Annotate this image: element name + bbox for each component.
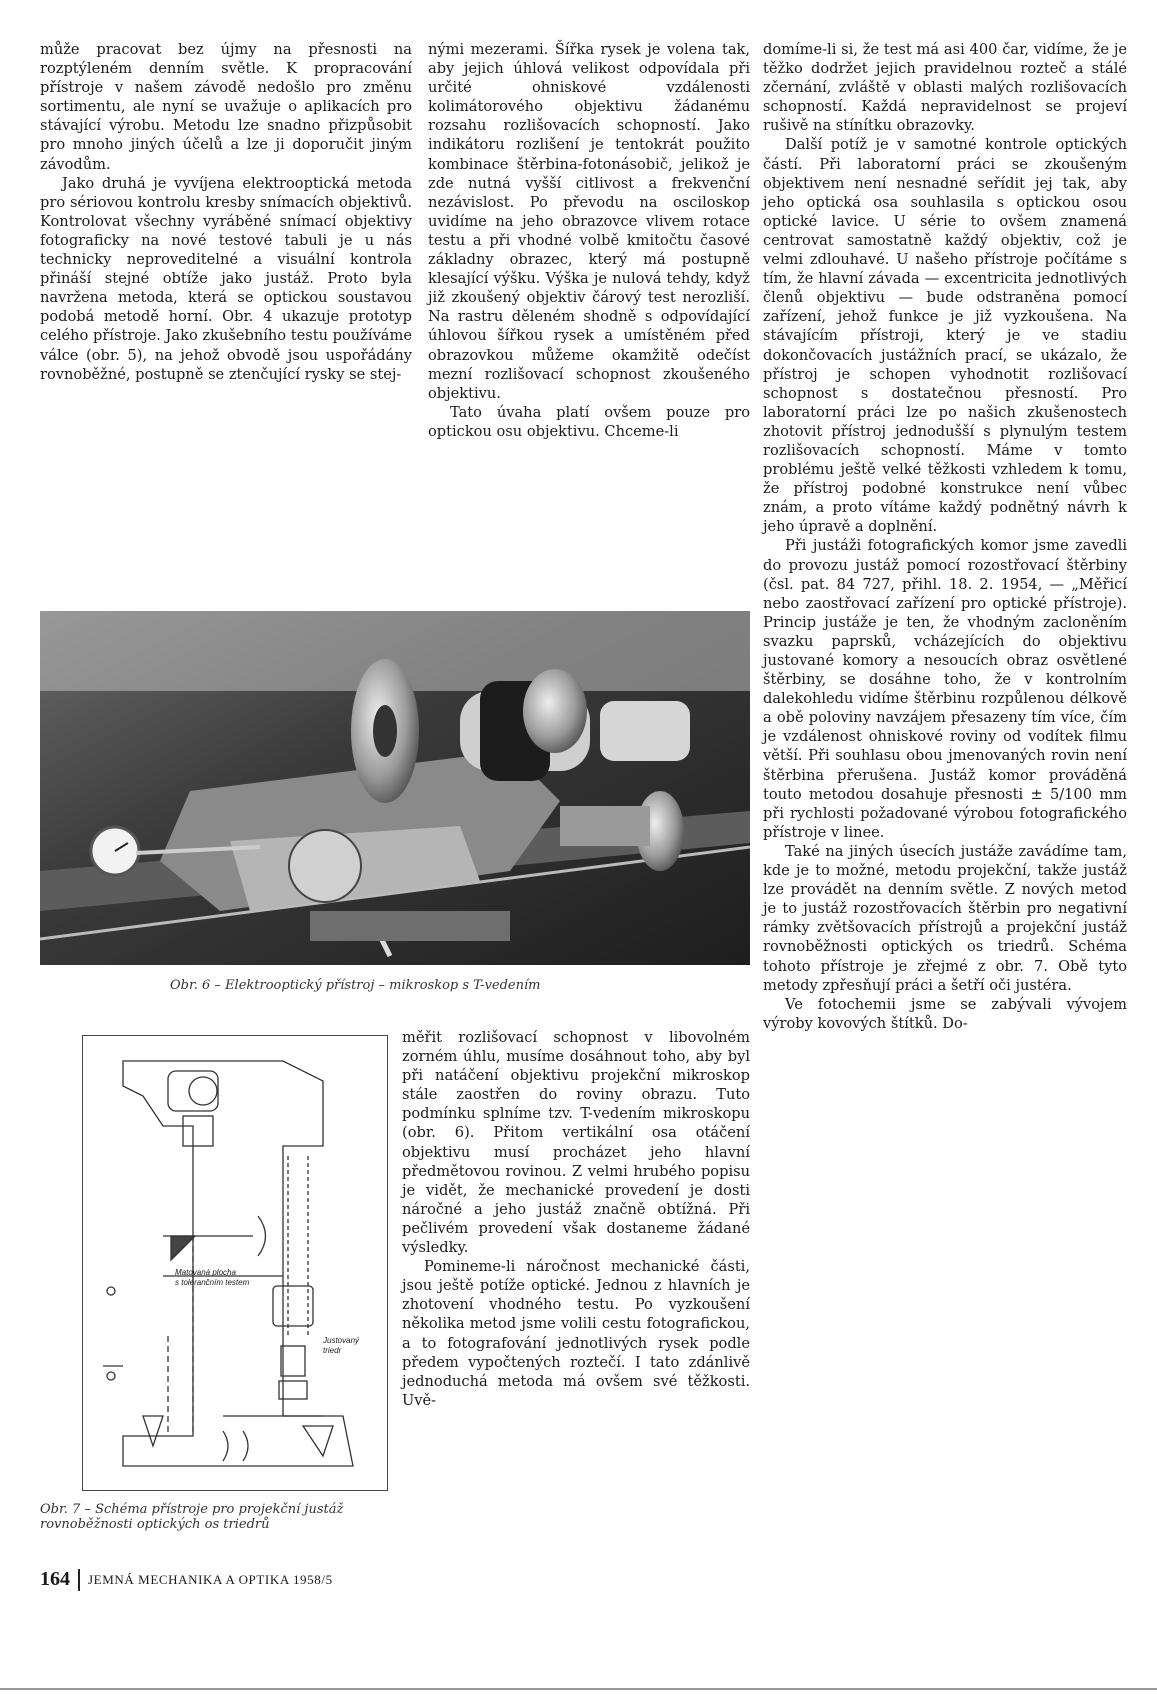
schema-label-testem: s tolerančním testem [175, 1278, 250, 1287]
paragraph: měřit rozlišovací schopnost v libovolném zorném úhlu, musíme dosáhnout toho, aby byl při natáčení objektivu projekční mikroskop stále zaostřen do roviny obrazu. Tuto podmínku splníme tzv. T-vedením mikroskopu (obr. 6). Přitom vertikální osa otáčení objektivu musí procházet jeho hlavní předmětovou rovinou. Z velmi hrubého popisu je vidět, že mechanické provedení je dosti náročné a jeho justáž značně obtížná. Při pečlivém provedení však dostaneme žádané výsledky. [402, 1029, 750, 1257]
paragraph: Ve fotochemii jsme se zabývali vývojem výroby kovových štítků. Do- [763, 995, 1127, 1032]
text-column-2-lower [402, 1028, 750, 1410]
text-column-3 [763, 40, 1127, 1033]
page-number: 164 [40, 1568, 70, 1590]
paragraph: Při justáži fotografických komor jsme zavedli do provozu justáž pomocí rozostřovací štěrbiny (čsl. pat. 84 727, přihl. 18. 2. 1954, — „Měřicí nebo zaostřovací zařízení pro optické přístroje). Princip justáže je ten, že vhodným zacloněním svazku paprsků, vcházejících do objektivu justované komory a nesoucích obraz osvětlené štěrbiny, se dosáhne toho, že v kontrolním dalekohledu vidíme štěrbinu rozpůlenou délkově a obě poloviny navzájem přesazeny tím více, čím je vzdálenost ohniskové roviny od vodítek filmu větší. Při souhlasu obou jmenovaných rovin není štěrbina přerušena. Justáž komor prováděná touto metodou dosahuje přesnosti ± 5/100 mm při rychlosti požadované výrobou fotografického přístroje v linee. [763, 537, 1127, 841]
text-column-2 [428, 40, 750, 441]
figure-6-caption: Obr. 6 – Elektrooptický přístroj – mikroskop s T-vedením [170, 978, 541, 993]
paragraph: Další potíž je v samotné kontrole optických částí. Při laboratorní práci se zkoušeným objektivem není nesnadné seřídit jej tak, aby jeho optická osa souhlasila s optickou osou optické lavice. U série to ovšem znamená centrovat samostatně každý objektiv, což je velmi zdlouhavé. U našeho přístroje počítáme s tím, že hlavní závada — excentricita jednotlivých členů objektivu — bude odstraněna pomocí zařízení, jehož funkce je již vyzkoušena. Na stávajícím přístroji, který je ve stadiu dokončovacích justážních prací, se ukázalo, že přístroj je schopen vyhodnotit rozlišovací schopnost s dostatečnou přesností. Pro laboratorní práci lze po našich zkušenostech zhotovit přístroj jednodušší s plynulým testem rozlišovacích schopností. Máme v tomto problému ještě velké těžkosti vzhledem k tomu, že přístroj podobné konstrukce není vůbec znám, a proto vítáme každý podnětný návrh k jeho úpravě a doplnění. [763, 136, 1127, 536]
paragraph: může pracovat bez újmy na přesnosti na rozptýleném denním světle. K propracování přístroje v našem závodě nedošlo pro změnu sortimentu, ale nyní se uvažuje o aplikacích pro stávající výrobu. Metodu lze snadno přizpůsobit pro mnoho jiných účelů a lze ji doporučit jiným závodům. [40, 41, 412, 173]
figure-6-photo [40, 611, 750, 965]
paragraph: Také na jiných úsecích justáže zavádíme tam, kde je to možné, metodu projekční, takže justáž lze provádět na denním světle. Z nových metod je to justáž rozostřovacích štěrbin pro negativní rámky zvětšovacích přístrojů a projekční justáž rovnoběžnosti optických os triedrů. Schéma tohoto přístroje je zřejmé z obr. 7. Obě tyto metody zpřesňují práci a šetří oči justéra. [763, 842, 1127, 994]
schema-label-justovany: Justovaný [323, 1336, 360, 1345]
schema-label-triedr: triedr [323, 1346, 342, 1355]
paragraph: nými mezerami. Šířka rysek je volena tak, aby jejich úhlová velikost odpovídala při určité ohniskové vzdálenosti kolimátorového objektivu žádanému rozsahu rozlišovacích schopností. Jako indikátoru rozlišení je tentokrát použito kombinace štěrbina-fotonásobič, jelikož je zde nutná vyšší citlivost a frekvenční nezávislost. Po převodu na osciloskop uvidíme na jeho obrazovce vlivem rotace testu a při vhodné volbě kmitočtu časové základny obrazec, který má postupně klesající výšku. Výška je nulová tehdy, když již zkoušený objektiv čárový test nerozliší. Na rastru děleném shodně s odpovídající úhlovou šířkou rysek a umístěném před obrazovkou můžeme okamžitě odečíst mezní rozlišovací schopnost zkoušeného objektivu. [428, 41, 750, 402]
figure-7-caption: Obr. 7 – Schéma přístroje pro projekční justáž rovnoběžnosti optických os triedrů [40, 1502, 344, 1532]
schema-label-matovana: Matovaná plocha [175, 1268, 236, 1277]
page-bottom-edge [0, 1688, 1157, 1690]
paragraph: Jako druhá je vyvíjena elektrooptická metoda pro sériovou kontrolu kresby snímacích objektivů. Kontrolovat všechny vyráběné snímací objektivy fotograficky na nové testové tabuli je u nás technicky neproveditelné a visuální kontrola přináší stejné obtíže jako justáž. Proto byla navržena metoda, která se optickou soustavou podobá metodě horní. Obr. 4 ukazuje prototyp celého přístroje. Jako zkušebního testu používáme válce (obr. 5), na jehož obvodě jsou uspořádány rovnoběžné, postupně se ztenčující rysky se stej- [40, 174, 412, 383]
page-footer [40, 1568, 333, 1591]
text-column-1 [40, 40, 412, 384]
paragraph: Tato úvaha platí ovšem pouze pro optickou osu objektivu. Chceme-li [428, 403, 750, 440]
footer-divider [78, 1569, 80, 1591]
journal-title: JEMNÁ MECHANIKA A OPTIKA 1958/5 [88, 1571, 333, 1587]
figure-7-schema [82, 1035, 388, 1491]
paragraph: domíme-li si, že test má asi 400 čar, vidíme, že je těžko dodržet jejich pravidelnou rozteč a stálé zčernání, zvláště v oblasti malých rozlišovacích schopností. Každá nepravidelnost se projeví rušivě na stínítku obrazovky. [763, 41, 1127, 135]
paragraph: Pomineme-li náročnost mechanické části, jsou ještě potíže optické. Jednou z hlavních je zhotovení vhodného testu. Po vyzkoušení několika metod jsme volili cestu fotografickou, a to fotografování jednotlivých rysek podle předem vypočtených roztečí. I tato zdánlivě jednoduchá metoda má ovšem své těžkosti. Uvě- [402, 1258, 750, 1409]
